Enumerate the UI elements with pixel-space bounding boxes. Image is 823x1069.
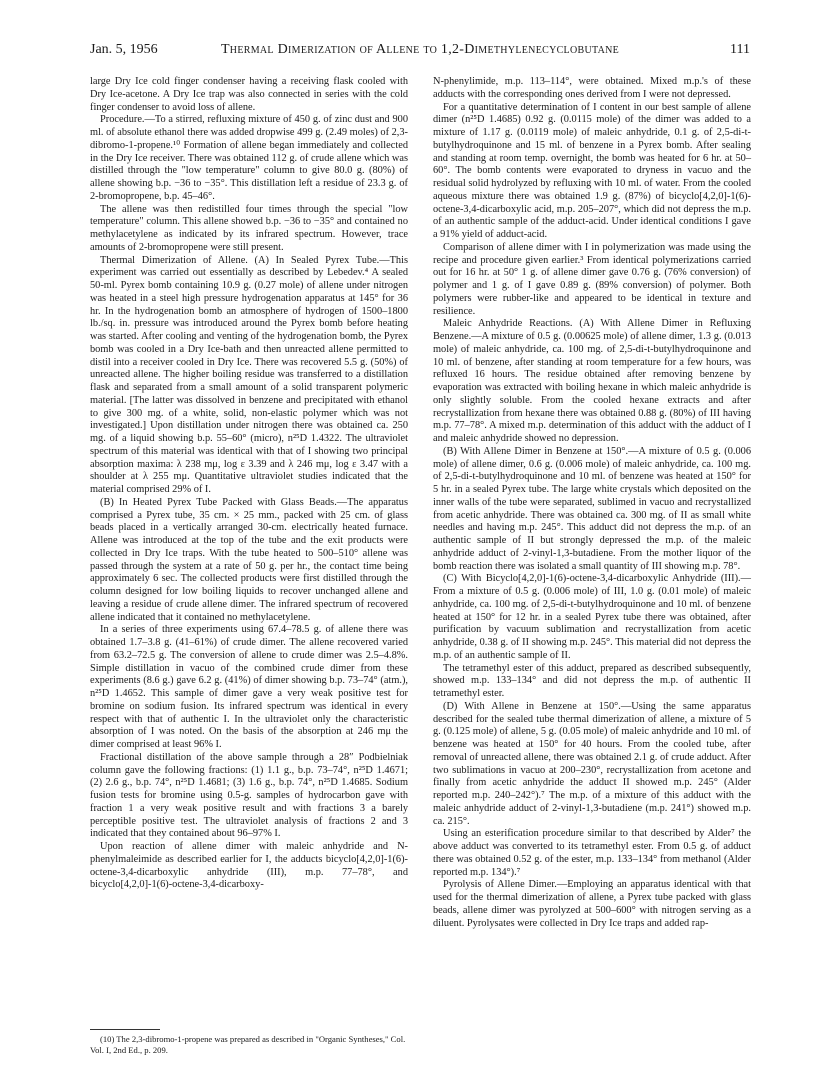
paragraph: The allene was then redistilled four times through the special "low temperature" column. This allene showed b.p. −36 to −35° and contained no methylacetylene as indicated by its infrared spectrum. However, trace amounts of 2-bromopropene were still present. xyxy=(90,203,408,253)
paragraph: (D) With Allene in Benzene at 150°.—Using the same apparatus described for the sealed tube thermal dimerization of allene, a mixture of 5 g. (0.125 mole) of allene, 5 g. (0.05 mole) of maleic anhydride and 10 ml. of benzene was heated at 150° for 40 hours. From the cooled tube, after removal of unreacted allene, there was obtained 2.1 g. of crude adduct. After two sublimations in vacuo at 200–230°, recrystallization from acetone and finally from acetic anhydride the adduct II showed m.p. 245° (Alder reported m.p. 240–242°).⁷ The m.p. of a mixture of this adduct with the maleic anhydride adduct of 2-vinyl-1,3-butadiene (m.p. 241°) showed m.p. ca. 215°. xyxy=(433,700,751,827)
right-column xyxy=(433,76,751,930)
footnote-rule xyxy=(90,1029,160,1030)
page-number: 111 xyxy=(730,42,750,57)
paragraph: Fractional distillation of the above sample through a 28″ Podbielniak column gave the following fractions: (1) 1.1 g., b.p. 73–74°, n²⁵D 1.4671; (2) 2.6 g., b.p. 74°, n²⁵D 1.4681; (3) 1.6 g., b.p. 74°, n²⁵D 1.4685. Sodium fusion tests for bromine using 0.5-g. samples of hydrocarbon gave with fraction 1 a very weak positive result and with fractions 3 a barely perceptible positive test. The ultraviolet analysis of fractions 2 and 3 indicated that they contained about 96–97% I. xyxy=(90,751,408,840)
footnote-text: (10) The 2,3-dibromo-1-propene was prepared as described in "Organic Syntheses," Col. Vol. I, 2nd Ed., p. 209. xyxy=(90,1034,406,1055)
left-column xyxy=(90,76,408,892)
paragraph: Comparison of allene dimer with I in polymerization was made using the recipe and procedure given earlier.³ From identical polymerizations carried out for 16 hr. at 50° 1 g. of allene dimer gave 0.76 g. (76% conversion) of polymer and 1 g. of I gave 0.89 g. (89% conversion) of polymer. Both polymers were rubber-like and appeared to be identical in texture and resilience. xyxy=(433,241,751,317)
paragraph: Procedure.—To a stirred, refluxing mixture of 450 g. of zinc dust and 900 ml. of absolute ethanol there was added dropwise 499 g. (2.49 moles) of 2,3-dibromo-1-propene.¹⁰ Formation of allene began immediately and collected in the Dry Ice receiver. There was obtained 112 g. of crude allene which was distilled through the "low temperature" column to give 80.0 g. (80%) of allene showing b.p. −36 to −35°. This distillation left a residue of 23.3 g. of 2-bromopropene, b.p. 45–46°. xyxy=(90,114,408,202)
paragraph: (B) With Allene Dimer in Benzene at 150°.—A mixture of 0.5 g. (0.006 mole) of allene dimer, 0.6 g. (0.006 mole) of maleic anhydride, ca. 100 mg. of 2,5-di-t-butylhydroquinone and 10 ml. of benzene was heated at 150° for 5 hr. in a sealed Pyrex tube. The large white crystals which deposited on the inner walls of the tube were separated, sublimed in vacuo and recrystallized from acetic anhydride. There was obtained ca. 300 mg. of II as small white needles and having m.p. 245°. This adduct did not depress the m.p. of an authentic sample of II but strongly depressed the m.p. of the maleic anhydride adduct of 2-vinyl-1,3-butadiene. From the mother liquor of the bomb reaction there was isolated a small quantity of III showing m.p. 78°. xyxy=(433,445,751,572)
paragraph: Thermal Dimerization of Allene. (A) In Sealed Pyrex Tube.—This experiment was carried out essentially as described by Lebedev.⁴ A sealed 50-ml. Pyrex bomb containing 10.9 g. (0.27 mole) of allene under nitrogen was heated in a steel high pressure hydrogenation apparatus at 145° for 36 hr. In the hydrogenation bomb an atmosphere of hydrogen of 1500–1800 lb./sq. in. pressure was introduced around the Pyrex bomb before heating was started. After cooling and venting of the hydrogenation bomb, the Pyrex bomb was cooled in a Dry Ice-bath and then unreacted allene permitted to distil into a receiver cooled in Dry Ice. There was recovered 5.5 g. (50%) of unreacted allene. The higher boiling residue was transferred to a distillation flask and separated from a small amount of a solid transparent polymeric material. [The latter was dissolved in benzene and precipitated with ethanol to give 300 mg. of a white, solid, non-elastic polymer which was not investigated.] Upon distillation under nitrogen there was obtained ca. 250 mg. of a liquid showing b.p. 55–60° (micro), n²⁵D 1.4322. The ultraviolet spectrum of this material was identical with that of I showing two principal absorption maxima: λ 238 mμ, log ε 3.39 and λ 246 mμ, log ε 3.47 with a shoulder at λ 255 mμ. Quantitative ultraviolet studies indicated that the material comprised 29% of I. xyxy=(90,254,408,495)
paragraph: The tetramethyl ester of this adduct, prepared as described subsequently, showed m.p. 133–134° and did not depress the m.p. of authentic II tetramethyl ester. xyxy=(433,662,751,699)
running-header xyxy=(90,42,750,62)
paragraph: Upon reaction of allene dimer with maleic anhydride and N-phenylmaleimide as described earlier for I, the adducts bicyclo[4,2,0]-1(6)-octene-3,4-dicarboxylic anhydride (III), m.p. 77–78°, and bicyclo[4,2,0]-1(6)-octene-3,4-dicarboxy- xyxy=(90,841,408,891)
paragraph: large Dry Ice cold finger condenser having a receiving flask cooled with Dry Ice-acetone. A Dry Ice trap was also connected in series with the cold finger condenser to avoid loss of allene. xyxy=(90,76,408,113)
paragraph: N-phenylimide, m.p. 113–114°, were obtained. Mixed m.p.'s of these adducts with the corresponding ones derived from I were not depressed. xyxy=(433,76,751,100)
paragraph: Using an esterification procedure similar to that described by Alder⁷ the above adduct was converted to its tetramethyl ester. From 0.5 g. of adduct there was obtained 0.52 g. of the ester, m.p. 133–134° from methanol (Alder reported m.p. 134°).⁷ xyxy=(433,828,751,878)
paragraph: In a series of three experiments using 67.4–78.5 g. of allene there was obtained 1.7–3.8 g. (41–61%) of crude dimer. The allene recovered varied from 63.2–72.5 g. The conversion of allene to crude dimer was 2.5–4.8%. Simple distillation in vacuo of the combined crude dimer from these experiments (8.6 g.) gave 6.2 g. (41%) of dimer showing b.p. 73–74° (atm.), n²⁵D 1.4652. This sample of dimer gave a very weak positive test for bromine on sodium fusion. Its infrared spectrum was identical in every respect with that of authentic I. In the ultraviolet only the characteristic absorption of I was noted. On the basis of the absorption at 246 mμ the dimer comprised at least 96% I. xyxy=(90,624,408,750)
paragraph: (C) With Bicyclo[4,2,0]-1(6)-octene-3,4-dicarboxylic Anhydride (III).—From a mixture of 0.5 g. (0.006 mole) of III, 1.0 g. (0.01 mole) of maleic anhydride, ca. 100 mg. of 2,5-di-t-butylhydroquinone and 10 ml. of benzene heated at 150° for 12 hr. in a sealed Pyrex tube there was obtained, after purification by vacuum sublimation and recrystallization from acetic anhydride, 0.38 g. of II showing m.p. 245°. This material did not depress the m.p. of an authentic sample of II. xyxy=(433,573,751,661)
issue-date: Jan. 5, 1956 xyxy=(90,42,158,57)
paragraph: (B) In Heated Pyrex Tube Packed with Glass Beads.—The apparatus comprised a Pyrex tube, 35 cm. × 25 mm., packed with 25 cm. of glass beads placed in a vertically arranged 30-cm. electrically heated furnace. Allene was introduced at the top of the tube and the exit products were collected in Dry Ice traps. With the tube heated to 500–510° allene was passed through the system at a rate of 50 g. per hr., the contact time being approximately 6 sec. The collected products were first distilled through the column designed for low boiling liquids to recover unchanged allene and leaving a residue of crude allene dimer. The infrared spectrum of recovered allene indicated that it contained no methylacetylene. xyxy=(90,496,408,623)
paragraph: Maleic Anhydride Reactions. (A) With Allene Dimer in Refluxing Benzene.—A mixture of 0.5 g. (0.00625 mole) of allene dimer, 1.3 g. (0.013 mole) of maleic anhydride, ca. 100 mg. of 2,5-di-t-butylhydroquinone and 10 ml. of benzene, after standing at room temperature for a few hours, was refluxed 16 hours. The residue obtained after removing benzene by evaporation was extracted with boiling hexane in which maleic anhydride is only slightly soluble. From the cooled hexane extracts and after recrystallization from hexane there was obtained 0.88 g. (80%) of III having m.p. 77–78°. A mixed m.p. determination of this adduct with the adduct of I and maleic anhydride showed no depression. xyxy=(433,318,751,444)
footnote xyxy=(90,1034,408,1055)
paragraph: For a quantitative determination of I content in our best sample of allene dimer (n²⁵D 1.4685) 0.92 g. (0.0115 mole) of the dimer was added to a mixture of 1.17 g. (0.0119 mole) of maleic anhydride, 0.1 g. of 2,5-di-t-butylhydroquinone and 15 ml. of benzene in a Pyrex bomb. After sealing and standing at room temp. overnight, the bomb was heated for 6 hr. at 50–60°. The bomb contents were evaporated to dryness in vacuo and the residual solid hydrolyzed by refluxing with 10 ml. of water. From the cooled aqueous mixture there was obtained 1.9 g. (87%) of bicyclo[4,2,0]-1(6)-octene-3,4-dicarboxylic acid, m.p. 205–207°, which did not depress the m.p. of an authentic sample of the adduct-acid. Under identical conditions I gave a 91% yield of adduct-acid. xyxy=(433,101,751,240)
paragraph: Pyrolysis of Allene Dimer.—Employing an apparatus identical with that used for the thermal dimerization of allene, a Pyrex tube packed with glass beads, allene dimer was pyrolyzed at 500–600° with nitrogen serving as a diluent. Pyrolysates were collected in Dry Ice traps and added rap- xyxy=(433,879,751,929)
running-title: Thermal Dimerization of Allene to 1,2-Dimethylenecyclobutane xyxy=(220,42,620,57)
